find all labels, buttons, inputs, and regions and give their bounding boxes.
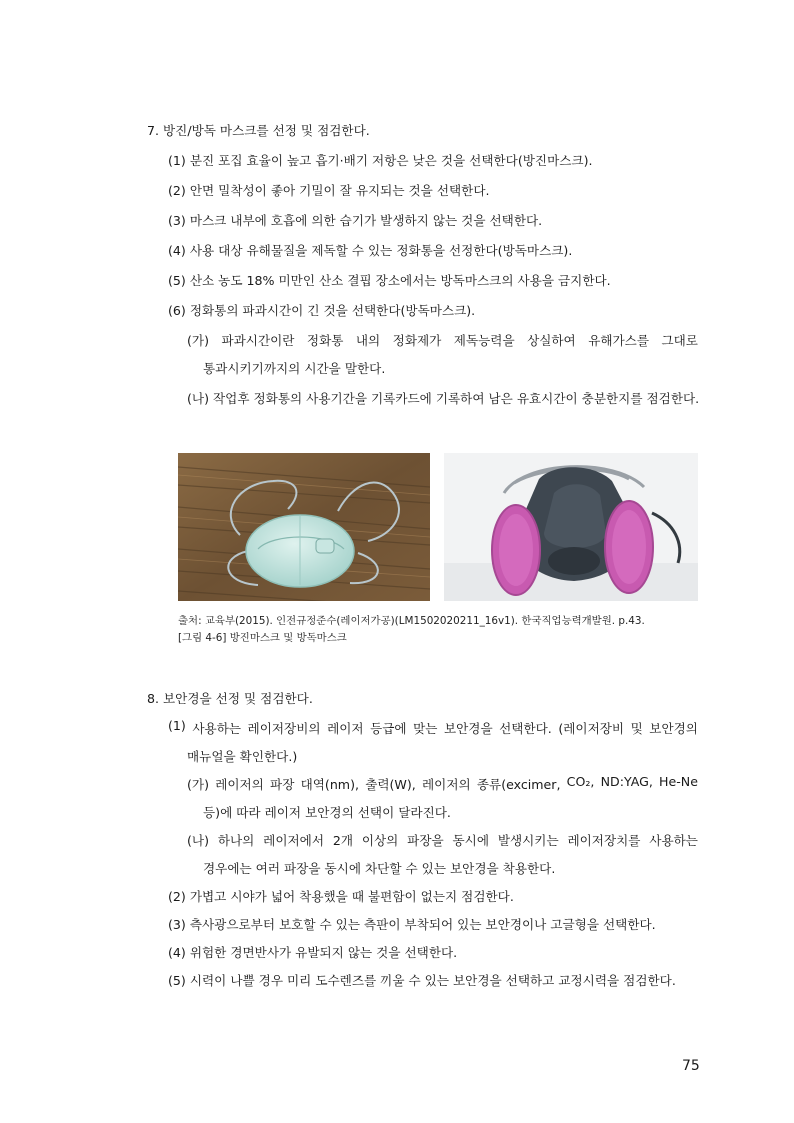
section-8-item-1-line2: 매뉴얼을 확인한다.) (187, 749, 298, 764)
section-8-sub-ga-line2: 등)에 따라 레이저 보안경의 선택이 달라진다. (203, 805, 451, 820)
figure-caption: [그림 4-6] 방진마스크 및 방독마스크 (178, 632, 347, 644)
section-8-item-1-line1: (1) 사용하는 레이저장비의 레이저 등급에 맞는 보안경을 선택한다. (레이저장비 및 보안경의 (168, 718, 698, 736)
section-7-item-4: (4) 사용 대상 유해물질을 제독할 수 있는 정화통을 선정한다(방독마스크). (168, 243, 573, 258)
section-8-item-3: (3) 측사광으로부터 보호할 수 있는 측판이 부착되어 있는 보안경이나 고글형을 선택한다. (168, 917, 656, 932)
section-8-heading: 8. 보안경을 선정 및 점검한다. (147, 691, 313, 706)
section-7-item-3: (3) 마스크 내부에 호흡에 의한 습기가 발생하지 않는 것을 선택한다. (168, 213, 543, 228)
section-8-sub-na-line2: 경우에는 여러 파장을 동시에 차단할 수 있는 보안경을 착용한다. (203, 861, 556, 876)
section-7-item-1: (1) 분진 포집 효율이 높고 흡기·배기 저항은 낮은 것을 선택한다(방진마스크). (168, 153, 593, 168)
section-7-item-6: (6) 정화통의 파과시간이 긴 것을 선택한다(방독마스크). (168, 303, 476, 318)
section-7-item-5: (5) 산소 농도 18% 미만인 산소 결핍 장소에서는 방독마스크의 사용을 금지한다. (168, 273, 611, 288)
dust-mask-photo (178, 453, 430, 601)
section-7-heading: 7. 방진/방독 마스크를 선정 및 점검한다. (147, 123, 370, 138)
section-8-sub-ga-line1: (가) 레이저의 파장 대역(nm), 출력(W), 레이저의 종류(excimer, CO₂, ND:YAG, He-Ne (187, 774, 698, 792)
section-7-item-2: (2) 안면 밀착성이 좋아 기밀이 잘 유지되는 것을 선택한다. (168, 183, 490, 198)
section-8-item-2: (2) 가볍고 시야가 넓어 착용했을 때 불편함이 없는지 점검한다. (168, 889, 514, 904)
figure-source: 출처: 교육부(2015). 인전규정준수(레이저가공)(LM1502020211_16v1). 한국직업능력개발원. p.43. (178, 615, 645, 627)
page-number: 75 (682, 1058, 700, 1074)
section-7-sub-ga-line1: (가) 파과시간이란 정화통 내의 정화제가 제독능력을 상실하여 유해가스를 그대로 (187, 333, 698, 348)
respirator-mask-photo (444, 453, 698, 601)
section-7-sub-na: (나) 작업후 정화통의 사용기간을 기록카드에 기록하여 남은 유효시간이 충분한지를 점검한다. (187, 391, 700, 406)
section-8-item-5: (5) 시력이 나쁠 경우 미리 도수렌즈를 끼울 수 있는 보안경을 선택하고 교정시력을 점검한다. (168, 973, 676, 988)
section-8-item-4: (4) 위험한 경면반사가 유발되지 않는 것을 선택한다. (168, 945, 458, 960)
section-7-sub-ga-line2: 통과시키기까지의 시간을 말한다. (203, 361, 386, 376)
section-8-sub-na-line1: (나) 하나의 레이저에서 2개 이상의 파장을 동시에 발생시키는 레이저장치를 사용하는 (187, 833, 698, 848)
